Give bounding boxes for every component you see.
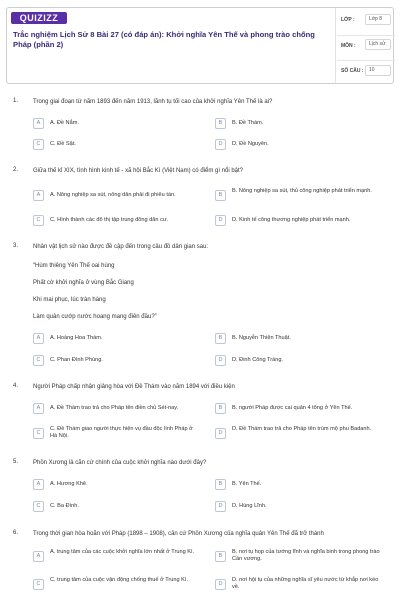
option-letter-box[interactable]: B (215, 333, 226, 344)
option-text: D. Đinh Công Tráng. (232, 357, 283, 363)
meta-divider (335, 8, 336, 83)
option-text: C. Đề Thám giao người thực hiện vụ đầu độc lính Pháp ở Hà Nội. (50, 426, 193, 439)
option-letter-box[interactable]: C (33, 355, 44, 366)
question-number: 5. (13, 459, 19, 465)
option-letter-box[interactable]: C (33, 428, 44, 439)
option-text: B. người Pháp được cai quản 4 tổng ở Yên Thế. (232, 405, 353, 411)
option-letter-box[interactable]: C (33, 501, 44, 512)
option-letter-box[interactable]: B (215, 190, 226, 201)
option-text: A. trung tâm của các cuộc khởi nghĩa lớn nhất ở Trung Kì. (50, 549, 195, 555)
option-text: D. Kinh tế công thương nghiệp phát triển mạnh. (232, 217, 351, 223)
poem-line: “Hùm thiêng Yên Thế oai hùng (33, 263, 115, 269)
subject-field[interactable]: Lịch sử (365, 39, 391, 50)
option-text: C. trung tâm của cuộc vận động chống thuế ở Trung Kì. (50, 577, 188, 583)
option-letter-box[interactable]: B (215, 403, 226, 414)
option-letter-box[interactable]: D (215, 215, 226, 226)
option-letter-box[interactable]: C (33, 139, 44, 150)
option-text: B. nơi tụ họp của tướng lĩnh và nghĩa binh trong phong trào Cần vương. (232, 549, 380, 562)
option-text: D. nơi hội tụ của những nghĩa sĩ yêu nước từ khắp nơi kéo về. (232, 577, 379, 590)
option-letter-box[interactable]: B (215, 551, 226, 562)
question-text: Phồn Xương là căn cứ chính của cuộc khởi nghĩa nào dưới đây? (33, 460, 207, 466)
option-letter-box[interactable]: D (215, 139, 226, 150)
option-letter-box[interactable]: A (33, 479, 44, 490)
subject-label: MÔN : (341, 43, 356, 49)
poem-line: Khi mai phục, lúc tràn hàng (33, 297, 106, 303)
question-number: 6. (13, 530, 19, 536)
question-text: Trong giai đoạn từ năm 1893 đến năm 1913, lãnh tụ tối cao của khởi nghĩa Yên Thế là ai? (33, 99, 273, 105)
question-count-field[interactable]: 10 (365, 65, 391, 76)
poem-line: Làm quân cướp nước hoang mang điên đầu?” (33, 314, 157, 320)
option-letter-box[interactable]: C (33, 579, 44, 590)
option-text: C. Hình thành các đô thị tập trung đông dân cư. (50, 217, 169, 223)
option-text: B. Nguyễn Thiện Thuật. (232, 335, 291, 341)
option-text: B. Nông nghiệp sa sút, thủ công nghiệp phát triển mạnh. (232, 188, 372, 194)
option-text: A. Hoàng Hoa Thám. (50, 335, 103, 341)
question-text: Nhân vật lịch sử nào được đề cập đến trong câu đồ dân gian sau: (33, 244, 209, 250)
question-text: Người Pháp chấp nhận giảng hòa với Đề Thám vào năm 1894 với điều kiện (33, 384, 235, 390)
option-letter-box[interactable]: B (215, 118, 226, 129)
option-letter-box[interactable]: C (33, 215, 44, 226)
question-number: 1. (13, 98, 19, 104)
option-text: A. Nông nghiệp sa sút, nông dân phải đi phiêu tán. (50, 192, 176, 198)
quizizz-logo[interactable]: QUIZIZZ (11, 12, 67, 24)
option-letter-box[interactable]: D (215, 501, 226, 512)
option-letter-box[interactable]: A (33, 403, 44, 414)
option-text: B. Đề Thám. (232, 120, 264, 126)
option-letter-box[interactable]: A (33, 190, 44, 201)
question-number: 4. (13, 383, 19, 389)
option-text: D. Đề Nguyên. (232, 141, 269, 147)
page-title: Trắc nghiệm Lịch Sử 8 Bài 27 (có đáp án): Khởi nghĩa Yên Thế và phong trào chống Pháp (phần 2) (13, 30, 315, 49)
question-text: Trong thời gian hòa hoãn với Pháp (1898 – 1908), căn cứ Phồn Xương của nghĩa quân Yên Thế đã trở thành (33, 531, 324, 537)
option-letter-box[interactable]: A (33, 333, 44, 344)
option-text: D. Hùng Lĩnh. (232, 503, 267, 509)
worksheet-header (6, 7, 394, 84)
option-text: A. Đề Thám trao trả cho Pháp tên điền chủ Sét-nay. (50, 405, 179, 411)
option-text: C. Đề Sặt. (50, 141, 76, 147)
class-label: LỚP : (341, 17, 355, 23)
option-letter-box[interactable]: D (215, 579, 226, 590)
option-text: D. Đề Thám trao trả cho Pháp tên trùm mộ phu Badanh. (232, 426, 372, 432)
meta-separator (337, 60, 395, 61)
option-text: C. Phan Đình Phùng. (50, 357, 103, 363)
option-text: A. Đề Nắm. (50, 120, 79, 126)
option-text: B. Yên Thế. (232, 481, 262, 487)
question-number: 2. (13, 167, 19, 173)
poem-line: Phất cờ khởi nghĩa ở vùng Bắc Giang (33, 280, 134, 286)
option-text: C. Ba Đình. (50, 503, 79, 509)
option-letter-box[interactable]: D (215, 428, 226, 439)
option-text: A. Hương Khê. (50, 481, 88, 487)
class-field[interactable]: Lớp 8 (365, 14, 391, 25)
question-number: 3. (13, 243, 19, 249)
option-letter-box[interactable]: A (33, 118, 44, 129)
question-text: Giữa thế kỉ XIX, tình hình kinh tế - xã hội Bắc Kì (Việt Nam) có điểm gì nổi bật? (33, 168, 244, 174)
option-letter-box[interactable]: B (215, 479, 226, 490)
option-letter-box[interactable]: A (33, 551, 44, 562)
question-count-label: SỐ CÂU : (341, 68, 364, 74)
meta-separator (337, 35, 395, 36)
option-letter-box[interactable]: D (215, 355, 226, 366)
